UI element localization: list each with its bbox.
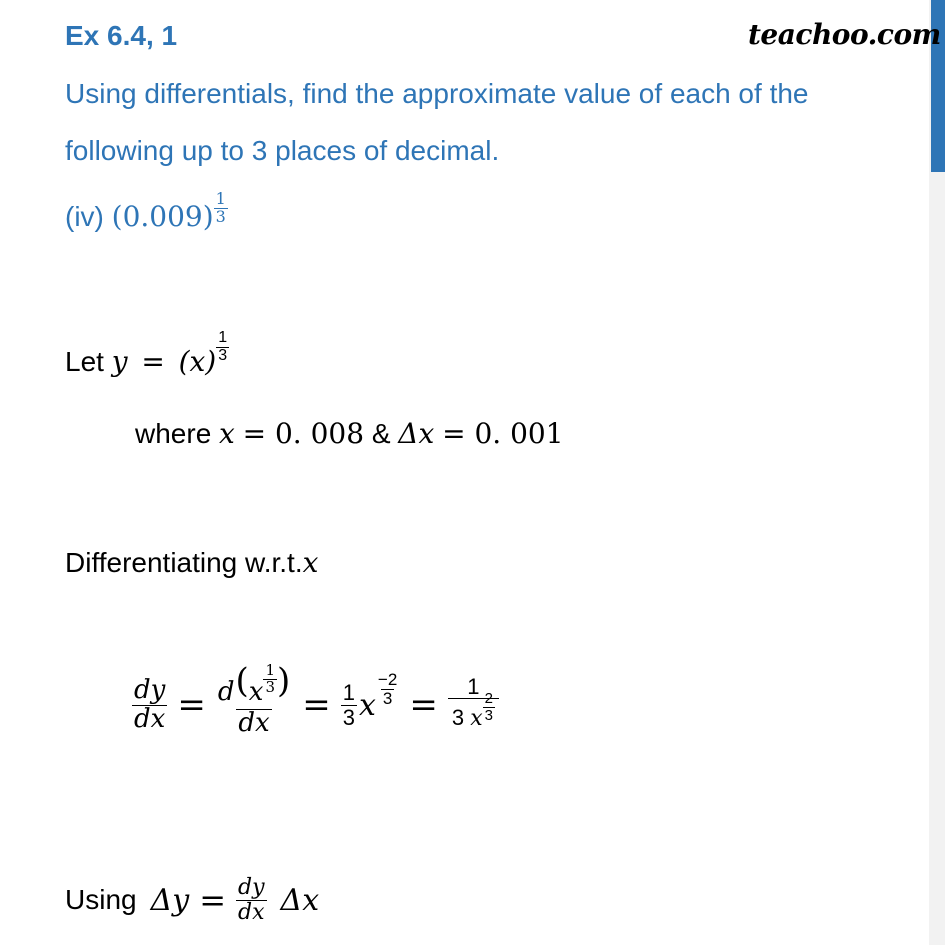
let-statement [65, 329, 229, 381]
where-label: where [135, 418, 212, 449]
part-label: (iv) [65, 201, 104, 232]
eq-3: = [409, 685, 438, 725]
let-eq: = [141, 345, 165, 378]
where-dx: Δx [398, 417, 435, 450]
one-third-den: 3 [342, 704, 355, 730]
differentiating-label [65, 546, 318, 579]
where-x: x [219, 417, 235, 450]
d-x-third-fraction [216, 660, 292, 739]
question-line-2: following up to 3 places of decimal. [65, 135, 500, 166]
dy: dy [134, 675, 166, 706]
final-exp-den: 3 [484, 706, 493, 724]
where-dx-value: = 0. 001 [442, 417, 564, 450]
using-label: Using [65, 884, 137, 915]
final-denominator [448, 689, 499, 736]
x-symbol: x [248, 677, 264, 708]
part-expression [111, 188, 228, 233]
let-label: Let [65, 346, 104, 377]
one-third-num: 1 [342, 680, 355, 706]
let-rhs: (x) [178, 345, 217, 378]
d-symbol: d [217, 677, 235, 708]
derivative-equation [132, 650, 499, 760]
using-eq: = [199, 881, 227, 919]
dx: dx [134, 703, 166, 734]
expression-exp-den: 3 [215, 206, 226, 226]
final-exp-num: 2 [484, 689, 493, 707]
x-power-term: x [359, 687, 376, 723]
d-x-third-numerator: d(x $\frac{1}{3}$ ) [217, 660, 291, 708]
teachoo-logo: teachoo.com [748, 18, 941, 51]
let-lhs: y [111, 345, 128, 378]
using-dx: dx [238, 899, 265, 925]
let-exp-den: 3 [218, 347, 228, 365]
using-fraction [236, 876, 267, 923]
final-fraction [448, 675, 499, 736]
using-rhs: Δx [280, 882, 320, 918]
inner-exp-den: 3 [265, 677, 275, 696]
expression-exp-num: 1 [215, 188, 226, 208]
where-statement [135, 417, 564, 450]
expression-base: (0.009) [111, 200, 214, 233]
final-numerator: 1 [467, 673, 480, 699]
dx-denominator: dx [238, 708, 270, 739]
final-den-coef: 3 [451, 704, 465, 730]
using-statement [65, 862, 319, 938]
eq-2: = [302, 685, 331, 725]
using-dy: dy [238, 875, 265, 901]
exercise-title: Ex 6.4, 1 [65, 20, 178, 51]
let-exp-num: 1 [218, 329, 228, 347]
using-lhs: Δy [150, 882, 190, 918]
eq-1: = [177, 685, 206, 725]
neg-exp-num: −2 [377, 669, 398, 689]
question-part [65, 188, 228, 239]
where-ampersand: & [371, 418, 391, 449]
neg-exp-den: 3 [382, 688, 393, 708]
where-x-value: = 0. 008 [242, 417, 365, 450]
inner-exp-num: 1 [265, 660, 275, 679]
dy-dx-fraction [132, 677, 167, 733]
one-third-fraction [341, 681, 357, 728]
question-line-1: Using differentials, find the approximate value of each of the [65, 78, 809, 109]
final-den-x: x [470, 705, 483, 731]
diff-variable: x [302, 546, 319, 579]
diff-text: Differentiating w.r.t. [65, 547, 303, 578]
